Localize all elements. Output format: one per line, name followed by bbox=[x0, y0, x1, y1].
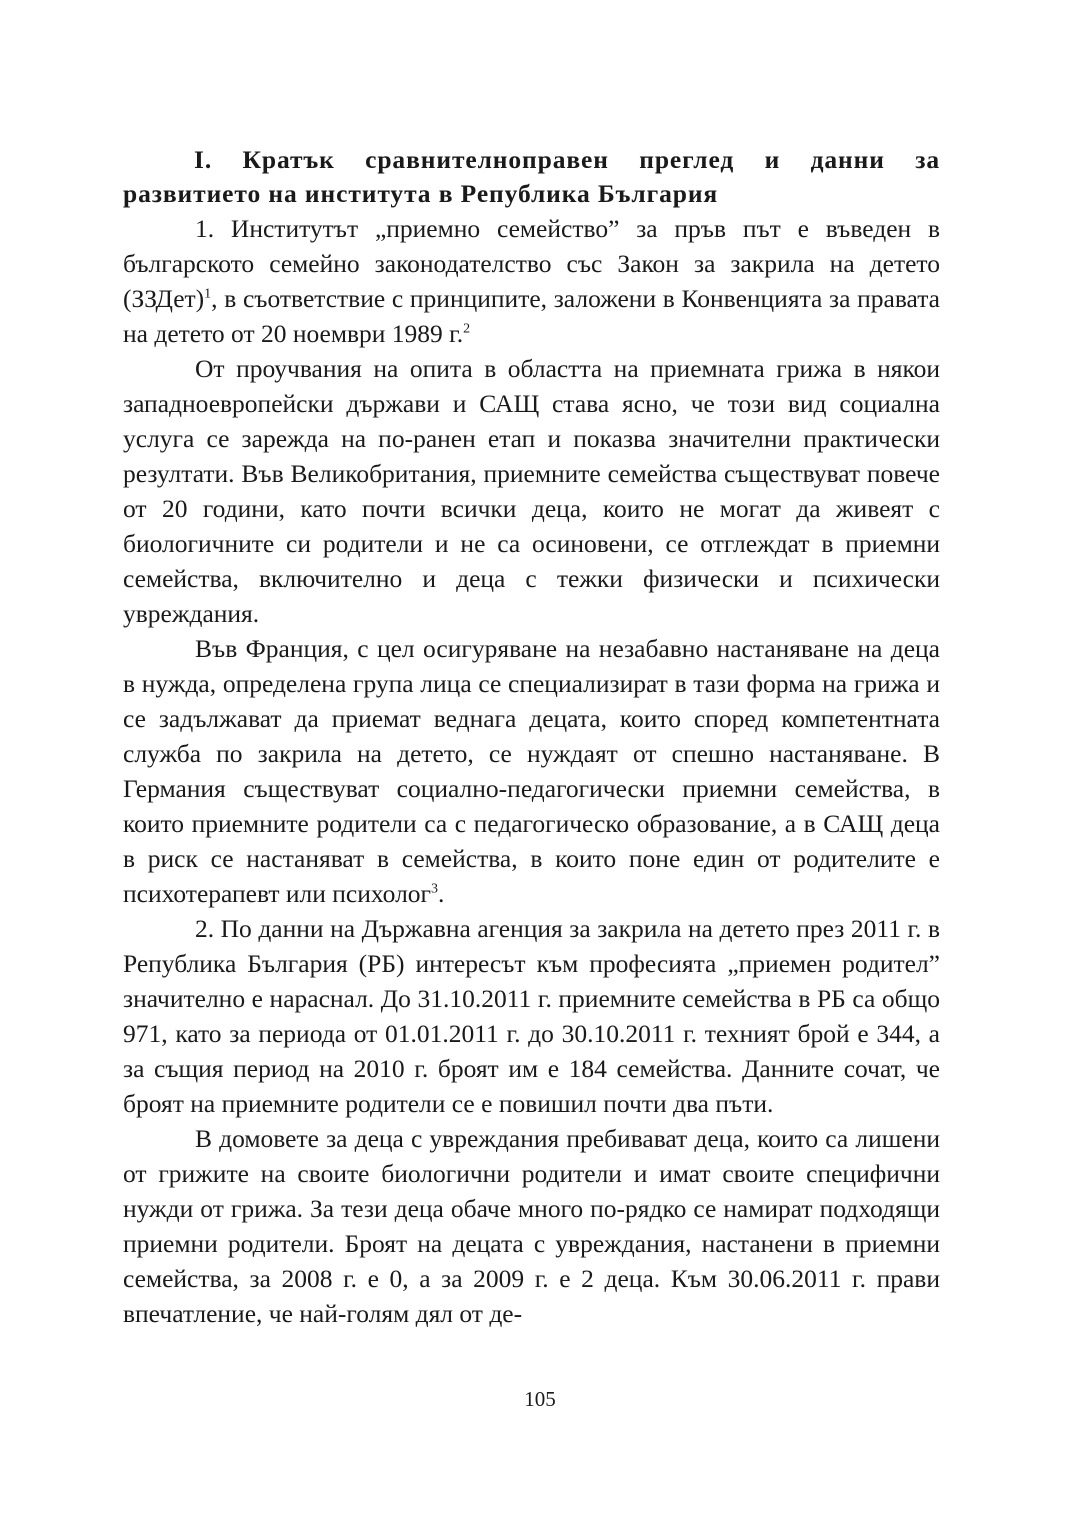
paragraph-text: От проучвания на опита в областта на приемната грижа в някои западноевропейски държави и САЩ става ясно, че този вид социална услуга се зарежда на по-ранен етап и показва значителни практически резултати. Във Великобритания, приемните семейства съществуват повече от 20 години, като почти всички деца, които не могат да живеят с биологичните си родители и не са осиновени, се отглеждат в приемни семейства, включително и деца с тежки физически и психически увреждания. bbox=[123, 354, 940, 628]
paragraph-text: . bbox=[438, 879, 445, 908]
footnote-ref-2[interactable]: 2 bbox=[463, 321, 471, 337]
paragraph-1 bbox=[123, 211, 940, 351]
paragraph-text: В домовете за деца с увреждания пребивават деца, които са лишени от грижите на своите биологични родители и имат своите специфични нужди от грижа. За тези деца обаче много по-рядко се намират подходящи приемни родители. Броят на децата с увреждания, настанени в приемни семейства, за 2008 г. е 0, а за 2009 г. е 2 деца. Към 30.06.2011 г. прави впечатление, че най-голям дял от де- bbox=[123, 1124, 940, 1328]
page-number: 105 bbox=[524, 1387, 556, 1411]
paragraph-text: , в съответствие с принципите, заложени в Конвенцията за правата на детето от 20 ноември 1989 г. bbox=[123, 284, 940, 348]
paragraph-text: Във Франция, с цел осигуряване на незабавно настаняване на деца в нужда, определена група лица се специализират в тази форма на грижа и се задължават да приемат веднага децата, които според компетентната служба по закрила на детето, се нуждаят от спешно настаняване. В Германия съществуват социално-педагогически приемни семейства, в които приемните родители са с педагогическо образование, а в САЩ деца в риск се настаняват в семейства, в които поне един от родителите е психотерапевт или психолог bbox=[123, 634, 940, 908]
paragraph-5 bbox=[123, 1121, 940, 1331]
section-heading: I. Кратък сравнителноправен преглед и данни за развитието на института в Република България bbox=[123, 145, 940, 208]
paragraph-text: 2. По данни на Държавна агенция за закрила на детето през 2011 г. в Република България (РБ) интересът към професията „приемен родител” значително е нараснал. До 31.10.2011 г. приемните семейства в РБ са общо 971, като за периода от 01.01.2011 г. до 30.10.2011 г. техният брой е 344, а за същия период на 2010 г. броят им е 184 семейства. Данните сочат, че броят на приемните родители се е повишил почти два пъти. bbox=[123, 914, 940, 1118]
footnote-ref-3[interactable]: 3 bbox=[431, 881, 439, 897]
footnote-ref-1[interactable]: 1 bbox=[204, 286, 212, 302]
paragraph-4 bbox=[123, 911, 940, 1121]
paragraph-3 bbox=[123, 631, 940, 911]
paragraph-2 bbox=[123, 351, 940, 631]
paragraph-text: 1. Институтът „приемно семейство” за пръв път е въведен в българското семейно законодателство със Закон за закрила на детето (ЗЗДет) bbox=[123, 214, 940, 313]
page-body bbox=[123, 143, 940, 1331]
